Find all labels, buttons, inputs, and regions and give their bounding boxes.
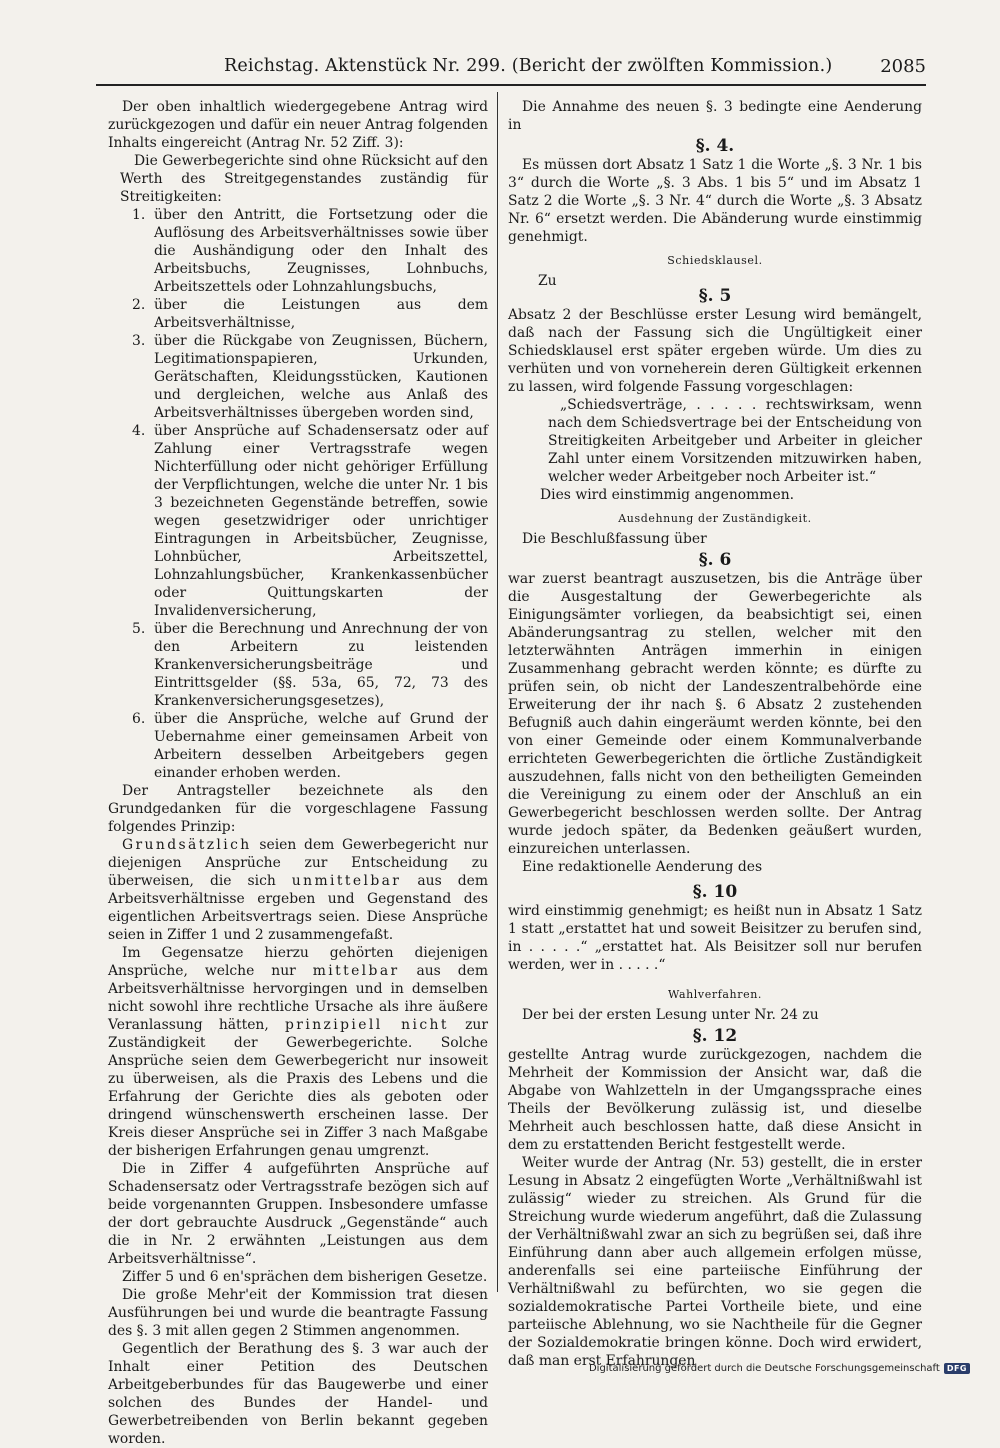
paragraph: Die Annahme des neuen §. 3 bedingte eine Aenderung in (508, 99, 922, 133)
header-rule (96, 84, 926, 86)
paragraph: Dies wird einstimmig angenommen. (540, 487, 795, 503)
list-text: über Ansprüche auf Schadensersatz oder auf Zahlung einer Vertragsstrafe wegen Nichterfüllung oder nicht gehöriger Erfüllung der Verpflichtungen, welche die unter Nr. 1 bis 3 bezeichneten Gegenstände betreffen, sowie wegen gesetzwidriger oder unrichtiger Eintragungen in Arbeitsbücher, Zeugnisse, Lohnbücher, Arbeitszettel, Lohnzahlungsbücher, Krankenkassenbücher oder Quittungskarten der Invalidenversicherung, (154, 423, 488, 619)
paragraph (108, 836, 488, 944)
text-run: aus dem Arbeitsverhältnisse ergeben und Gegenstand des eigentlichen Arbeitsvertrags seien. Diese Ansprüche seien in Ziffer 1 und 2 zusammengefaßt. (108, 873, 488, 943)
dfg-logo-icon: DFG (944, 1363, 970, 1374)
list-item (132, 296, 488, 332)
list-item (132, 332, 488, 422)
list-text: über den Antritt, die Fortsetzung oder die Auflösung des Arbeitsverhältnisses sowie über die Aushändigung oder den Inhalt des Arbeitsbuchs, Zeugnisses, Lohnbuchs, Arbeitszettels oder Lohnzahlungsbuchs, (154, 207, 488, 295)
paragraph: war zuerst beantragt auszusetzen, bis die Anträge über die Ausgestaltung der Gewerbegerichte als Einigungsämter vorliegen, da beabsichtigt sei, einen Abänderungsantrag zu stellen, welcher mit den letzterwähnten Anträgen immerhin in einigen Zusammenhang gebracht werden könnte; es dürfte zu prüfen sein, ob nicht der Landeszentralbehörde eine Erweiterung der ihr nach §. 6 Absatz 2 zustehenden Befugniß auch dahin eingeräumt werden könnte, bei den von einer Gemeinde oder einem Kommunalverbande errichteten Gewerbegerichten die örtliche Zuständigkeit auszudehnen, falls nicht von den betheiligten Gemeinden die Vereinigung zu einem oder der Anschluß an ein Gewerbegericht beschlossen werden sollte. Der Antrag wurde jedoch später, da Bedenken geäußert wurden, einzureichen unterlassen. (508, 571, 922, 857)
section-heading: §. 10 (692, 882, 738, 902)
list-number: 2. (132, 297, 146, 313)
subsection-heading: Schiedsklausel. (667, 254, 763, 267)
paragraph: Absatz 2 der Beschlüsse erster Lesung wird bemängelt, daß nach der Fassung sich die Ungültigkeit einer Schiedsklausel erst später ergeben würde. Um dies zu verhüten und von vorneherein deren Gültigkeit erkennen zu lassen, wird folgende Fassung vorgeschlagen: (508, 307, 922, 395)
paragraph (108, 944, 488, 1160)
paragraph: Es müssen dort Absatz 1 Satz 1 die Worte „§. 3 Nr. 1 bis 3“ durch die Worte „§. 3 Abs. 1 bis 5“ und im Absatz 1 Satz 2 die Worte „§. 3 Nr. 4“ durch die Worte „§. 3 Absatz Nr. 6“ ersetzt werden. Die Abänderung wurde einstimmig genehmigt. (508, 157, 922, 245)
list-number: 3. (132, 333, 146, 349)
jurisdiction-list (108, 206, 488, 782)
digitization-credit (589, 1363, 970, 1374)
subsection-heading: Ausdehnung der Zuständigkeit. (618, 512, 812, 525)
list-number: 6. (132, 711, 146, 727)
emphasis: unmittelbar (291, 873, 402, 889)
list-number: 1. (132, 207, 146, 223)
list-text: über die Rückgabe von Zeugnissen, Büchern, Legitimationspapieren, Urkunden, Gerätschaften, Kleidungsstücken, Kautionen und dergleichen, welche aus Anlaß des Arbeitsverhältnisses übergeben worden sind, (154, 333, 488, 421)
page-header (96, 54, 926, 84)
list-number: 4. (132, 423, 146, 439)
subsection-heading: Wahlverfahren. (668, 988, 762, 1001)
list-item (132, 710, 488, 782)
paragraph: Weiter wurde der Antrag (Nr. 53) gestellt, die in erster Lesung in Absatz 2 eingefügten Worte „Verhältnißwahl ist zulässig“ wieder zu streichen. Als Grund für die Streichung wurde wiederum angeführt, daß die Zulassung der Verhältnißwahl zwar an sich zu begrüßen sei, daß ihre Einführung dann aber auch allgemein erfolgen müsse, anderenfalls sei eine parteiische Einführung der Verhältnißwahl zu befürchten, wo sie gegen die sozialdemokratische Partei Vortheile biete, und eine parteiische Ablehnung, wo sie Nachtheile für die Gegner der Sozialdemokratie bringen könne. Doch wird erwidert, daß man erst Erfahrungen (508, 1155, 922, 1369)
text-run: Im Gegensatze hierzu gehörten diejenigen Ansprüche, welche nur (108, 945, 488, 979)
paragraph: Die große Mehr'eit der Kommission trat diesen Ausführungen bei und wurde die beantragte Fassung des §. 3 mit allen gegen 2 Stimmen angenommen. (108, 1287, 488, 1339)
left-column (108, 98, 488, 1448)
list-text: über die Berechnung und Anrechnung der von den Arbeitern zu leistenden Krankenversicherungsbeiträge und Eintrittsgelder (§§. 53a, 65, 72, 73 des Krankenversicherungsgesetzes), (154, 621, 488, 709)
paragraph: Ziffer 5 und 6 en'sprächen dem bisherigen Gesetze. (122, 1269, 488, 1285)
paragraph: gestellte Antrag wurde zurückgezogen, nachdem die Mehrheit der Kommission der Ansicht war, daß die Abgabe von Wahlzetteln in der Umgangssprache eines Theils der Bevölkerung zulässig ist, und dieselbe Mehrheit auch beschlossen hatte, daß diese Ansicht in dem zu erstattenden Bericht festgestellt werde. (508, 1047, 922, 1153)
paragraph: Die Beschlußfassung über (522, 531, 707, 547)
section-heading: §. 5 (698, 286, 732, 306)
text-run: aus dem Arbeitsverhältnisse hervorgingen und in demselben nicht sowohl ihre rechtliche Ursache als ihre äußere Veranlassung hätten, (108, 963, 488, 1033)
list-item (132, 206, 488, 296)
list-text: über die Leistungen aus dem Arbeitsverhältnisse, (154, 297, 488, 331)
credit-text: Digitalisierung gefördert durch die Deutsche Forschungsgemeinschaft (588, 1363, 940, 1374)
paragraph: Gegentlich der Berathung des §. 3 war auch der Inhalt einer Petition des Deutschen Arbeitgeberbundes für das Baugewerbe und einer solchen des Bundes der Handel- und Gewerbetreibenden von Berlin bekannt gegeben worden. (108, 1341, 488, 1447)
lead-word: Zu (538, 273, 557, 289)
list-item (132, 620, 488, 710)
right-column (508, 98, 922, 1370)
column-divider (497, 92, 498, 1292)
list-number: 5. (132, 621, 146, 637)
section-heading: §. 6 (698, 550, 732, 570)
paragraph: Der Antragsteller bezeichnete als den Grundgedanken für die vorgeschlagene Fassung folgendes Prinzip: (108, 783, 488, 835)
section-heading: §. 12 (692, 1026, 738, 1046)
list-item (132, 422, 488, 620)
paragraph: Der oben inhaltlich wiedergegebene Antrag wird zurückgezogen und dafür ein neuer Antrag folgenden Inhalts eingereicht (Antrag Nr. 52 Ziff. 3): (108, 99, 488, 151)
paragraph: Der bei der ersten Lesung unter Nr. 24 zu (522, 1007, 819, 1023)
paragraph: Die in Ziffer 4 aufgeführten Ansprüche auf Schadensersatz oder Vertragsstrafe bezögen sich auf beide vorgenannten Gruppen. Insbesondere umfasse der dort gebrauchte Ausdruck „Gegenstände“ auch die in Nr. 2 erwähnten „Leistungen aus dem Arbeitsverhältnisse“. (108, 1161, 488, 1267)
emphasis: mittelbar (312, 963, 400, 979)
text-run: seien dem Gewerbegericht nur diejenigen Ansprüche zur Entscheidung zu überweisen, die sich (108, 837, 488, 889)
emphasis: Grundsätzlich (122, 837, 252, 853)
quoted-text: „Schiedsverträge, . . . . . rechtswirksam, wenn nach dem Schiedsvertrage bei der Entscheidung von Streitigkeiten Arbeitgeber und Arbeiter in gleicher Zahl unter einem Vorsitzenden mitzuwirken haben, welcher weder Arbeitgeber noch Arbeiter ist.“ (548, 397, 922, 485)
list-text: über die Ansprüche, welche auf Grund der Uebernahme einer gemeinsamen Arbeit von Arbeitern desselben Arbeitgebers gegen einander erhoben werden. (154, 711, 488, 781)
paragraph: Eine redaktionelle Aenderung des (522, 859, 763, 875)
text-run: zur Zuständigkeit der Gewerbegerichte. Solche Ansprüche seien dem Gewerbegericht nur insoweit zu überweisen, als die Praxis des Lebens und die Erfahrung der Gerichte dies als geboten oder dringend wünschenswerth erscheinen lasse. Der Kreis dieser Ansprüche sei in Ziffer 3 nach Maßgabe der bisherigen Erfahrungen genau umgrenzt. (108, 1017, 488, 1159)
running-title: Reichstag. Aktenstück Nr. 299. (Bericht der zwölften Kommission.) (224, 56, 833, 76)
section-heading: §. 4. (695, 136, 735, 156)
quote-intro: Die Gewerbegerichte sind ohne Rücksicht auf den Werth des Streitgegenstandes zuständig für Streitigkeiten: (120, 153, 488, 205)
emphasis: prinzipiell nicht (285, 1017, 449, 1033)
paragraph: wird einstimmig genehmigt; es heißt nun in Absatz 1 Satz 1 statt „erstattet hat und soweit Beisitzer zu berufen sind, in . . . . .“ „erstattet hat. Als Beisitzer soll nur berufen werden, wer in . . . . .“ (508, 903, 922, 973)
page-number: 2085 (880, 56, 926, 77)
